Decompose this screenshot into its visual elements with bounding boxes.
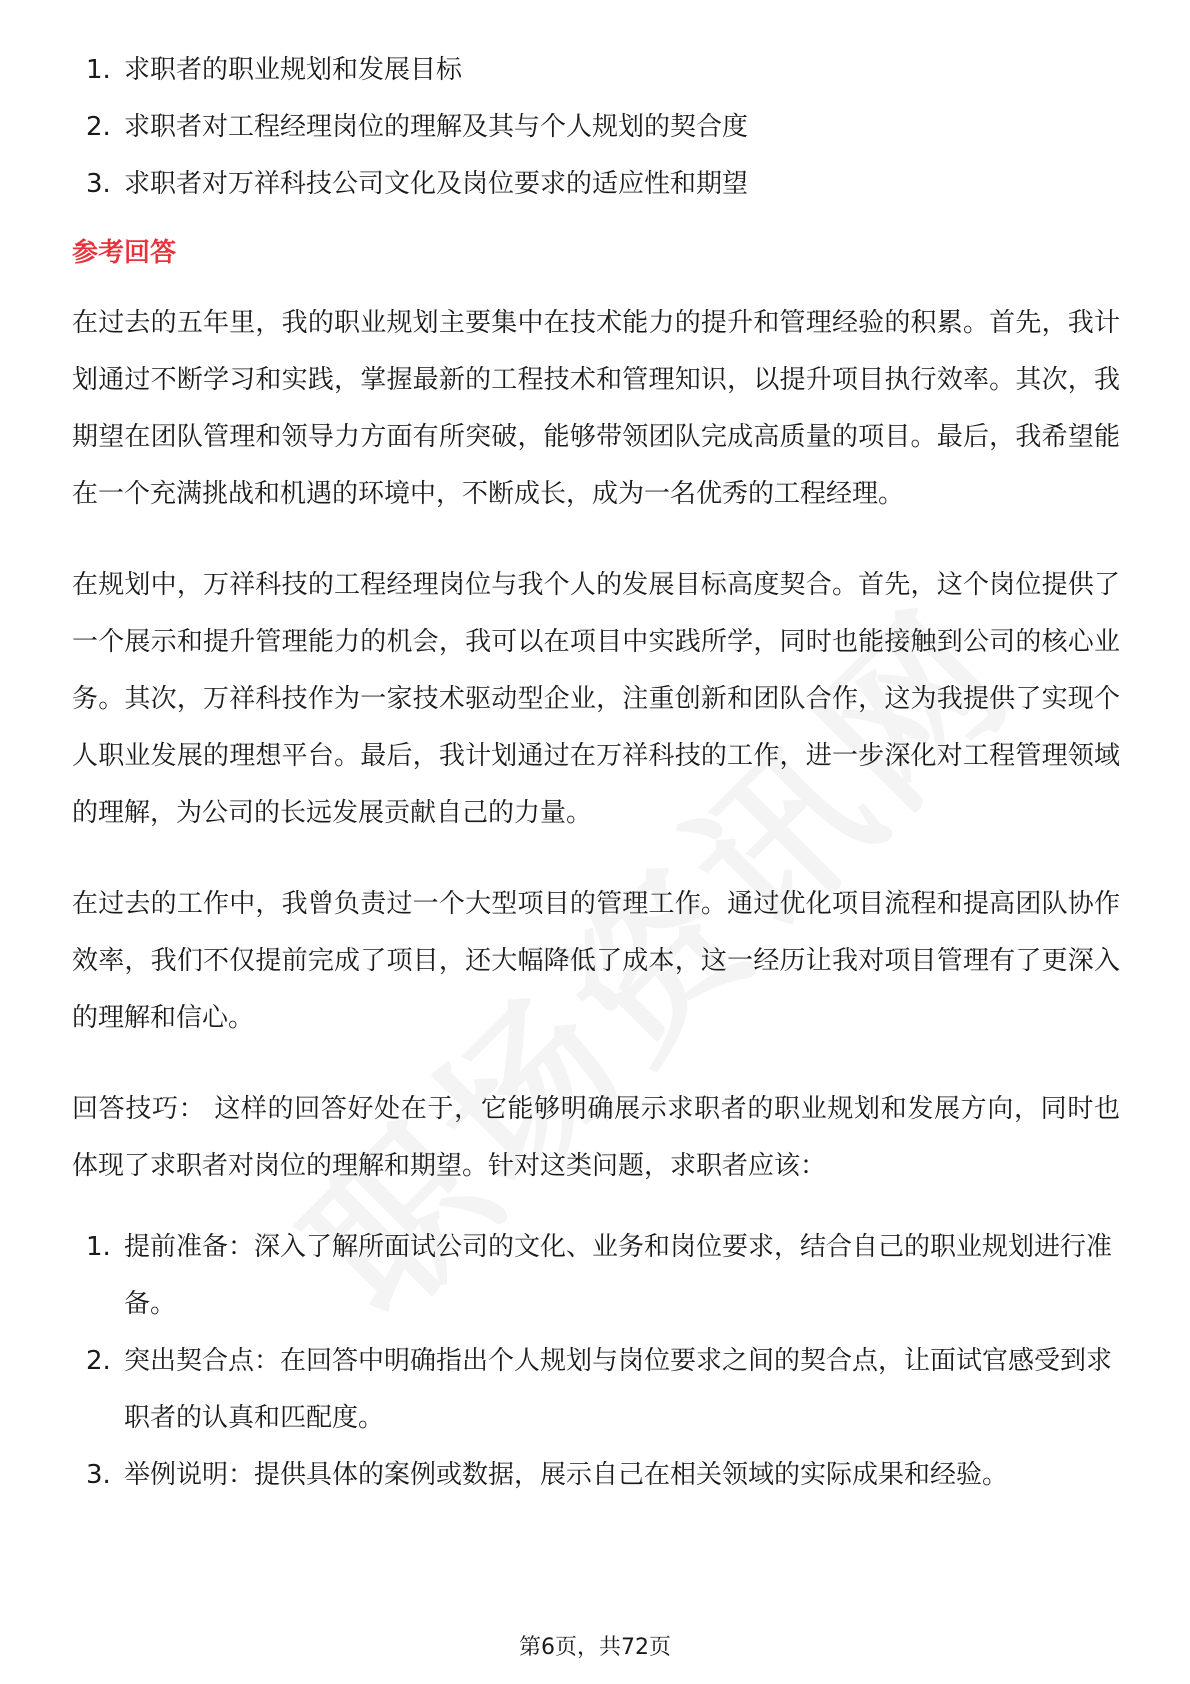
tips-intro-paragraph: 回答技巧： 这样的回答好处在于，它能够明确展示求职者的职业规划和发展方向，同时也体现了求职者对岗位的理解和期望。针对这类问题，求职者应该：	[72, 1094, 1120, 1181]
list-item-number: 3.	[86, 169, 111, 199]
question-points-list	[72, 42, 1120, 213]
list-item-text: 求职者对万祥科技公司文化及岗位要求的适应性和期望	[124, 169, 749, 199]
list-item	[72, 1219, 1120, 1333]
list-item-number: 3.	[86, 1460, 111, 1490]
list-item	[72, 99, 1120, 156]
page-footer: 第6页，共72页	[519, 1635, 671, 1660]
answer-paragraph: 在规划中，万祥科技的工程经理岗位与我个人的发展目标高度契合。首先，这个岗位提供了一个展示和提升管理能力的机会，我可以在项目中实践所学，同时也能接触到公司的核心业务。其次，万祥科技作为一家技术驱动型企业，注重创新和团队合作，这为我提供了实现个人职业发展的理想平台。最后，我计划通过在万祥科技的工作，进一步深化对工程管理领域的理解，为公司的长远发展贡献自己的力量。	[72, 570, 1120, 828]
page-content	[72, 42, 1120, 1504]
list-item	[72, 1447, 1120, 1504]
list-item-text: 求职者对工程经理岗位的理解及其与个人规划的契合度	[124, 112, 749, 142]
list-item-number: 1.	[86, 1232, 111, 1262]
list-item-number: 1.	[86, 55, 111, 85]
list-item-text: 举例说明：提供具体的案例或数据，展示自己在相关领域的实际成果和经验。	[124, 1460, 1009, 1490]
tips-list	[72, 1219, 1120, 1504]
list-item-text: 求职者的职业规划和发展目标	[124, 55, 463, 85]
section-title: 参考回答	[72, 238, 177, 268]
list-item-number: 2.	[86, 112, 111, 142]
list-item-text: 突出契合点：在回答中明确指出个人规划与岗位要求之间的契合点，让面试官感受到求职者的认真和匹配度。	[124, 1346, 1113, 1433]
list-item	[72, 1333, 1120, 1447]
answer-paragraph: 在过去的工作中，我曾负责过一个大型项目的管理工作。通过优化项目流程和提高团队协作效率，我们不仅提前完成了项目，还大幅降低了成本，这一经历让我对项目管理有了更深入的理解和信心。	[72, 889, 1120, 1033]
list-item-number: 2.	[86, 1346, 111, 1376]
answer-paragraph: 在过去的五年里，我的职业规划主要集中在技术能力的提升和管理经验的积累。首先，我计划通过不断学习和实践，掌握最新的工程技术和管理知识，以提升项目执行效率。其次，我期望在团队管理和领导力方面有所突破，能够带领团队完成高质量的项目。最后，我希望能在一个充满挑战和机遇的环境中，不断成长，成为一名优秀的工程经理。	[72, 308, 1120, 509]
list-item	[72, 42, 1120, 99]
list-item	[72, 156, 1120, 213]
list-item-text: 提前准备：深入了解所面试公司的文化、业务和岗位要求，结合自己的职业规划进行准备。	[124, 1232, 1113, 1319]
